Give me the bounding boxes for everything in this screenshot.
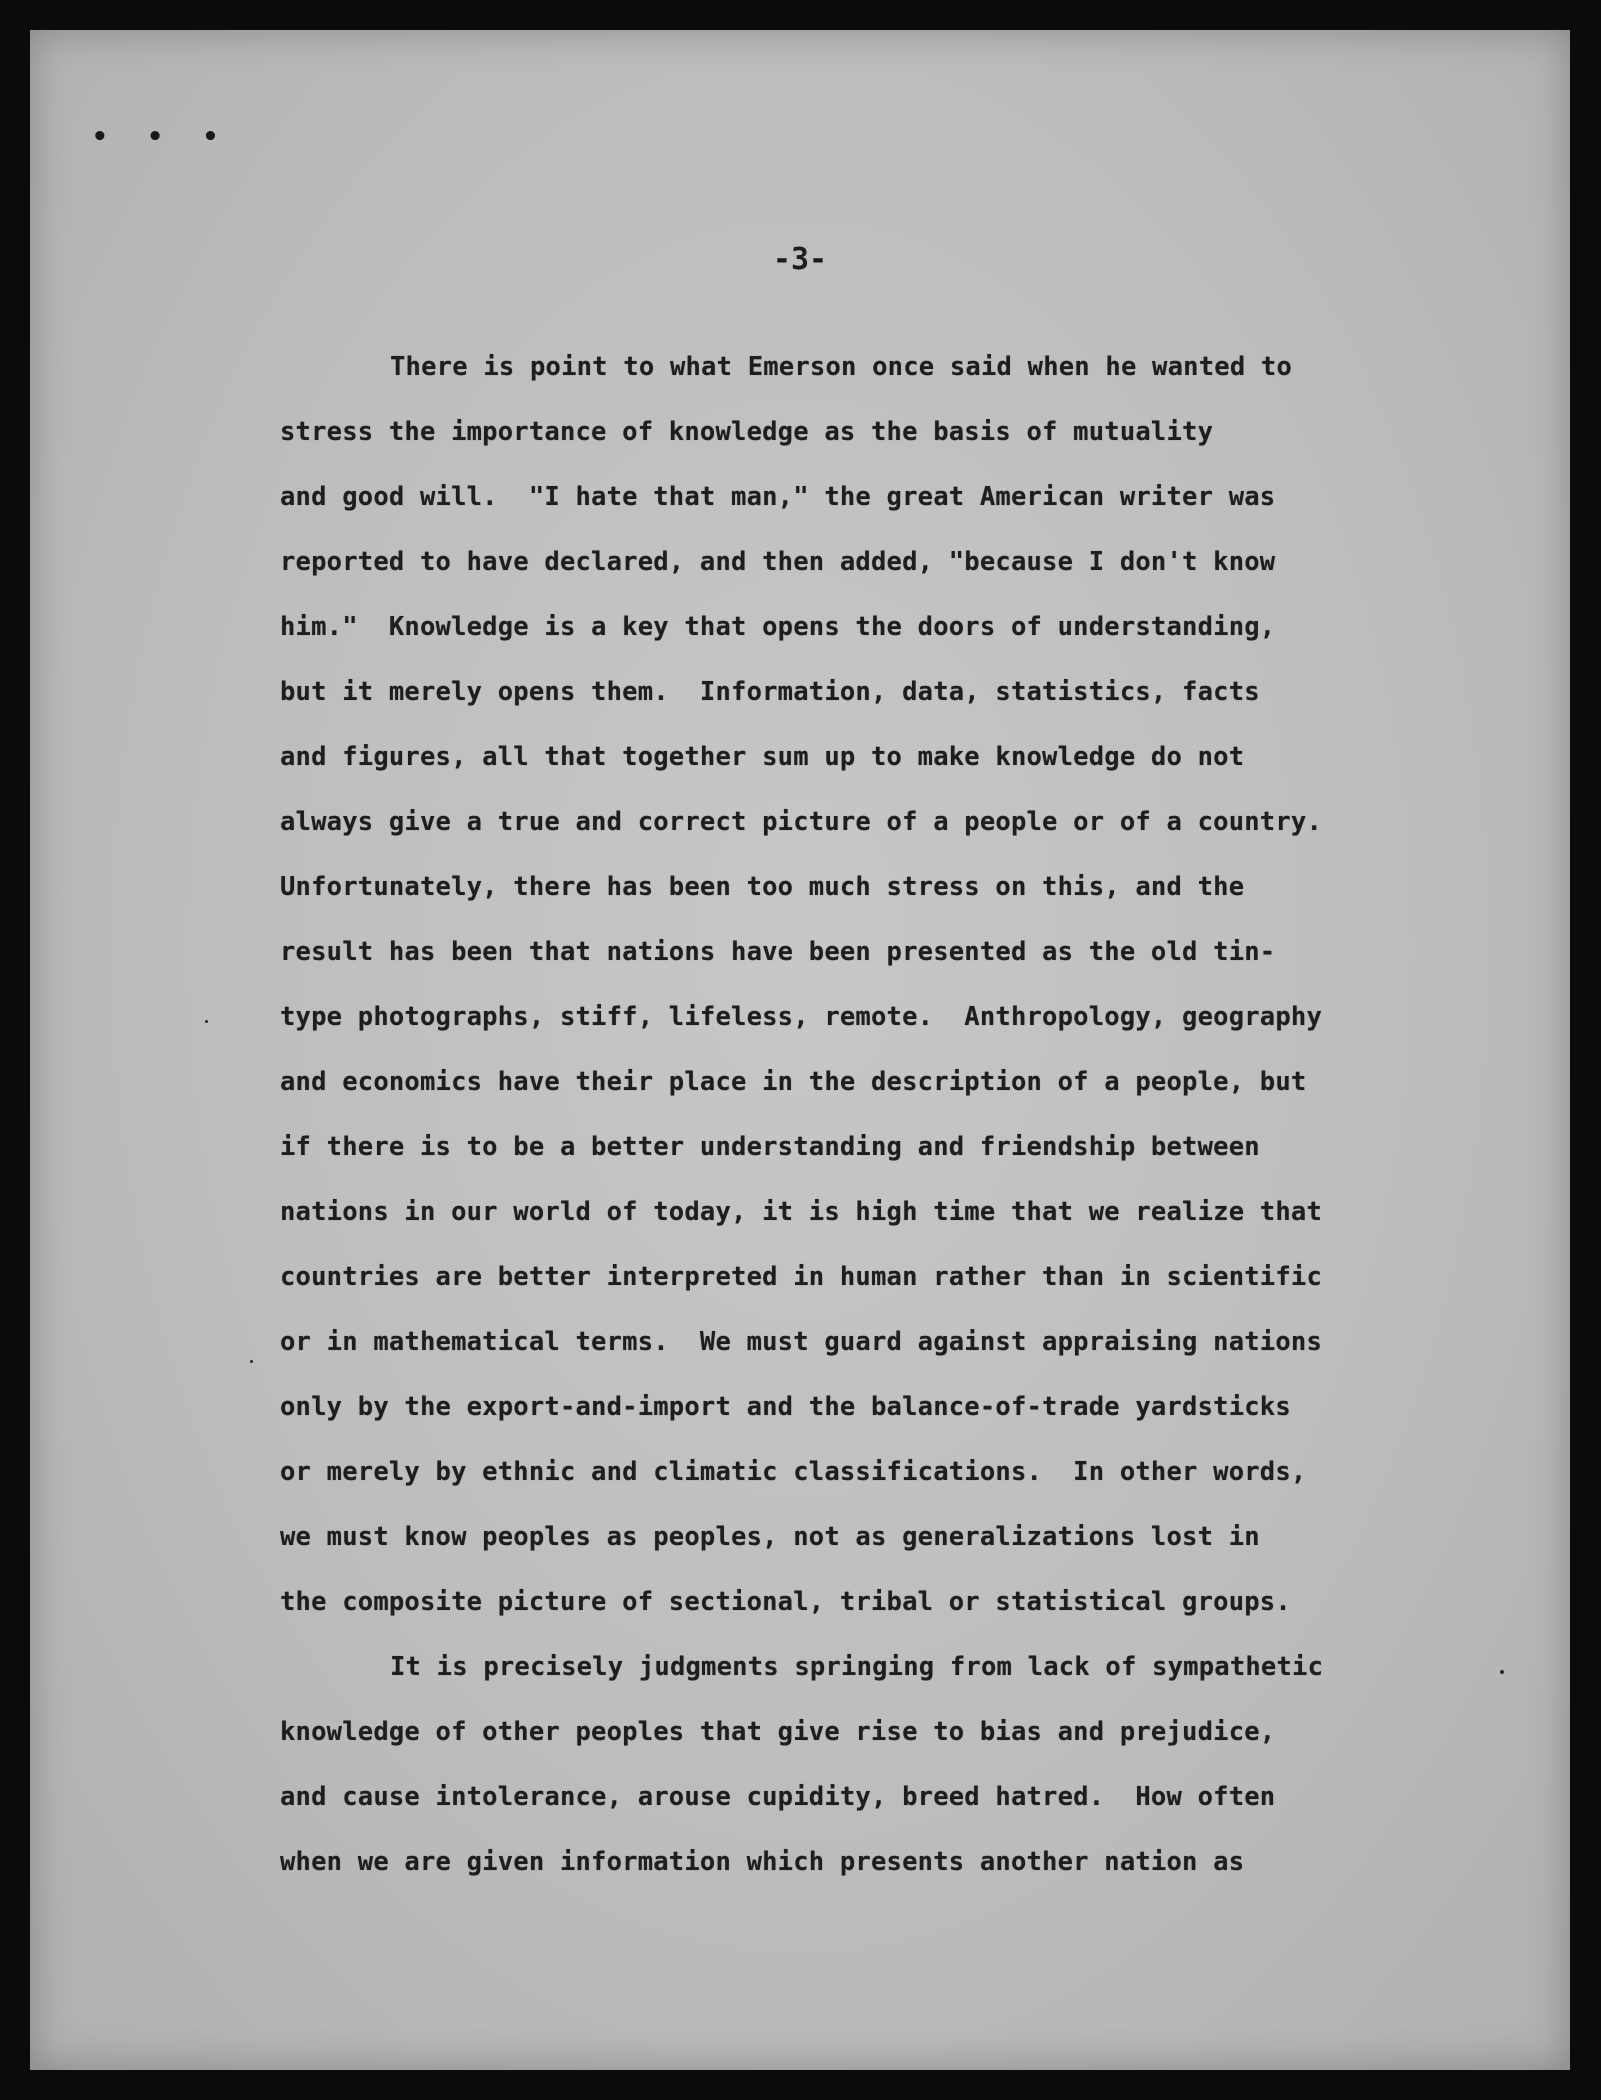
text-line: the composite picture of sectional, tribal or statistical groups. — [280, 1587, 1291, 1617]
text-line: if there is to be a better understanding and friendship between — [280, 1132, 1260, 1162]
typewritten-page — [30, 30, 1570, 2070]
text-line: type photographs, stiff, lifeless, remote. Anthropology, geography — [280, 1002, 1323, 1032]
text-line: only by the export-and-import and the balance-of-trade yardsticks — [280, 1392, 1291, 1422]
text-line: or in mathematical terms. We must guard against appraising nations — [280, 1327, 1323, 1357]
text-line: and figures, all that together sum up to make knowledge do not — [280, 742, 1245, 772]
text-line: countries are better interpreted in human rather than in scientific — [280, 1262, 1323, 1292]
text-line: and economics have their place in the description of a people, but — [280, 1067, 1307, 1097]
page-number: -3- — [772, 242, 828, 277]
text-line: and cause intolerance, arouse cupidity, breed hatred. How often — [280, 1782, 1276, 1812]
scan-speck — [205, 1020, 208, 1023]
text-line: reported to have declared, and then added, "because I don't know — [280, 547, 1276, 577]
text-line: nations in our world of today, it is high time that we realize that — [280, 1197, 1323, 1227]
text-line: always give a true and correct picture of a people or of a country. — [280, 807, 1323, 837]
header-marks: • • • — [92, 122, 231, 152]
text-line: It is precisely judgments springing from lack of sympathetic — [390, 1652, 1324, 1682]
text-line: when we are given information which presents another nation as — [280, 1847, 1245, 1877]
text-line: result has been that nations have been presented as the old tin- — [280, 937, 1276, 967]
text-line: There is point to what Emerson once said when he wanted to — [390, 352, 1293, 382]
text-line: or merely by ethnic and climatic classifications. In other words, — [280, 1457, 1307, 1487]
text-line: we must know peoples as peoples, not as generalizations lost in — [280, 1522, 1260, 1552]
text-line: but it merely opens them. Information, data, statistics, facts — [280, 677, 1260, 707]
text-line: him." Knowledge is a key that opens the doors of understanding, — [280, 612, 1276, 642]
text-line: stress the importance of knowledge as the basis of mutuality — [280, 417, 1214, 447]
text-line: and good will. "I hate that man," the great American writer was — [280, 482, 1276, 512]
scan-speck — [250, 1360, 253, 1363]
text-line: knowledge of other peoples that give rise to bias and prejudice, — [280, 1717, 1276, 1747]
text-line: Unfortunately, there has been too much stress on this, and the — [280, 872, 1245, 902]
body-text — [280, 335, 1420, 1895]
scan-speck — [1500, 1670, 1504, 1674]
